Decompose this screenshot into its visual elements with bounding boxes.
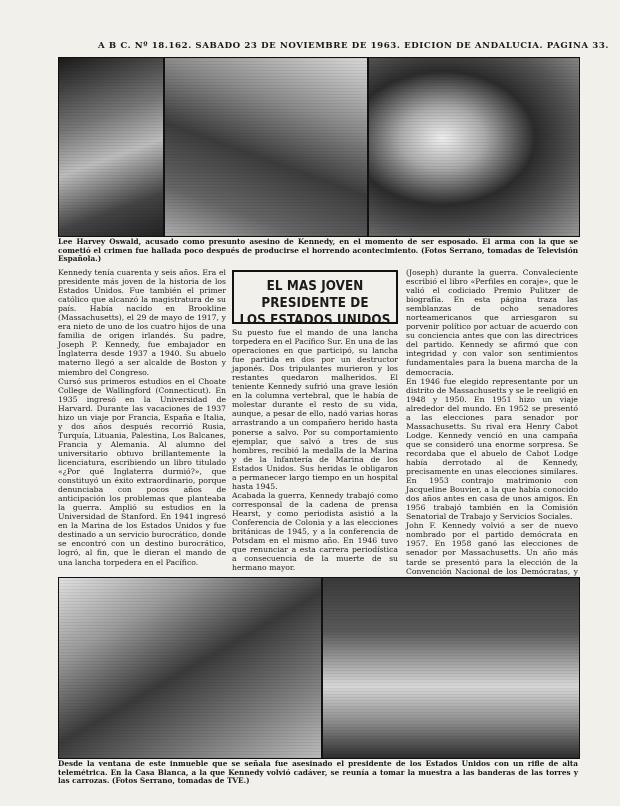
photo-building-window [322,577,580,759]
article-column-2: Su puesto fue el mando de una lancha torpedera en el Pacífico Sur. En una de las operaciones en que participó, su lancha fue partida en dos por un destructor japonés. Dos tripulantes murieron y los restantes quedaron malheridos. El teniente Kennedy sufrió una grave lesión en la columna vertebral, que le había de molestar durante el resto de su vida, aunque, a pesar de ello, nadó varias horas arrastrando a un compañero herido hasta ponerse a salvo. Por su comportamiento ejemplar, que salvó a tres de sus hombres, recibió la medalla de la Marina y de la Infantería de Marina de los Estados Unidos. Sus heridas le obligaron a permanecer largo tiempo en un hospital hasta 1945. Acabada la guerra, Kennedy trabajó como corresponsal de la cadena de prensa Hearst, y como periodista asistió a la Conferencia de Colonia y a las elecciones británicas de 1945, y a la conferencia de Potsdam en el mismo año. En 1946 tuvo que renunciar a esta carrera periodística a consecuencia de la muerte de su hermano mayor. [232,328,398,573]
photo-oswald-arrest [164,57,368,237]
photo-shooting-scene [58,577,322,759]
article-column-3: (Joseph) durante la guerra. Convaleciente escribió el libro «Perfiles en coraje», que le valió el codiciado Premio Pulitzer de biografía. En esta página traza las semblanzas de ocho senadores norteamericanos que arriesgaron su porvenir político por actuar de acuerdo con su conciencia antes que con las directrices del partido. Kennedy se afirmó que con integridad y con valor son sentimientos fundamentales para la buena marcha de la democracia. En 1946 fue elegido representante por un distrito de Massachusetts y se le reeligió en 1948 y 1950. En 1951 hizo un viaje alrededor del mundo. En 1952 se presentó a las elecciones para senador por Massachusetts. Su rival era Henry Cabot Lodge. Kennedy venció en una campaña que se consideró una enorme sorpresa. Se recordaba que el abuelo de Cabot Lodge había derrotado al de Kennedy, precisamente en unas elecciones similares. En 1953 contrajo matrimonio con Jacqueline Bouvier, a la que había conocido dos años antes en casa de unos amigos. En 1956 trabajó también en la Comisión Senatorial de Trabajo y Servicios Sociales. John F. Kennedy volvió a ser de nuevo nombrado por el partido demócrata en 1957. En 1958 ganó las elecciones de senador por Massachusetts. Un año más tarde se presentó para la elección de la Convención Nacional de los Demócratas, y [406,268,578,576]
caption-bottom: Desde la ventana de este inmueble que se señala fue asesinado el presidente de los Estados Unidos con un rifle de alta telemétrica. En la Casa Blanca, a la que Kennedy volvió cadáver, se reunía a tomar la muestra a las banderas de las torres y las carrozas. (Fotos Serrano, tomadas de TVE.) [58,759,578,786]
headline-line-1: EL MAS JOVEN PRESIDENTE DE [261,279,369,311]
headline-line-2: LOS ESTADOS UNIDOS [239,313,391,328]
page-header: A B C. Nº 18.162. SABADO 23 DE NOVIEMBRE DE 1963. EDICION DE ANDALUCIA. PAGINA 33. [98,41,610,51]
photo-oswald-closeup [368,57,580,237]
article-headline-box [232,270,398,328]
caption-top: Lee Harvey Oswald, acusado como presunto asesino de Kennedy, en el momento de ser esposado. El arma con la que se cometió el crimen fue hallada poco después de producirse el horrendo acontecimiento. (Fotos Serrano, tomadas de Televisión Española.) [58,237,578,264]
photo-oswald-portrait [58,57,164,237]
article-column-1: Kennedy tenía cuarenta y seis años. Era el presidente más joven de la historia de los Estados Unidos. Fue también el primer católico que alcanzó la magistratura de su país. Había nacido en Brookline (Massachusetts), el 29 de mayo de 1917, y era nieto de uno de los cuatro hijos de una familia de origen irlandés. Su padre, Joseph P. Kennedy, fue embajador en Inglaterra desde 1937 a 1940. Su abuelo materno llegó a ser alcalde de Boston y miembro del Congreso. Cursó sus primeros estudios en el Choate College de Wallingford (Connecticut). En 1935 ingresó en la Universidad de Harvard. Durante las vacaciones de 1937 hizo un viaje por Francia, España e Italia, y dos años después recorrió Rusia, Turquía, Lituania, Palestina, Los Balcanes, Francia y Alemania. Al alumno del universitario obtuvo brillantemente la licenciatura, escribiendo un libro titulado «¿Por qué Inglaterra durmió?», que constituyó un éxito extraordinario, porque denunciaba con pocos años de anticipación los problemas que planteaba la guerra. Amplió su estudios en la Universidad de Stanford. En 1941 ingresó en la Marina de los Estados Unidos y fue destinado a un servicio burocrático, donde se encontró con un destino burocrático, logró, al fin, que le dieran el mando de una lancha torpedera en el Pacífico. [58,268,226,567]
